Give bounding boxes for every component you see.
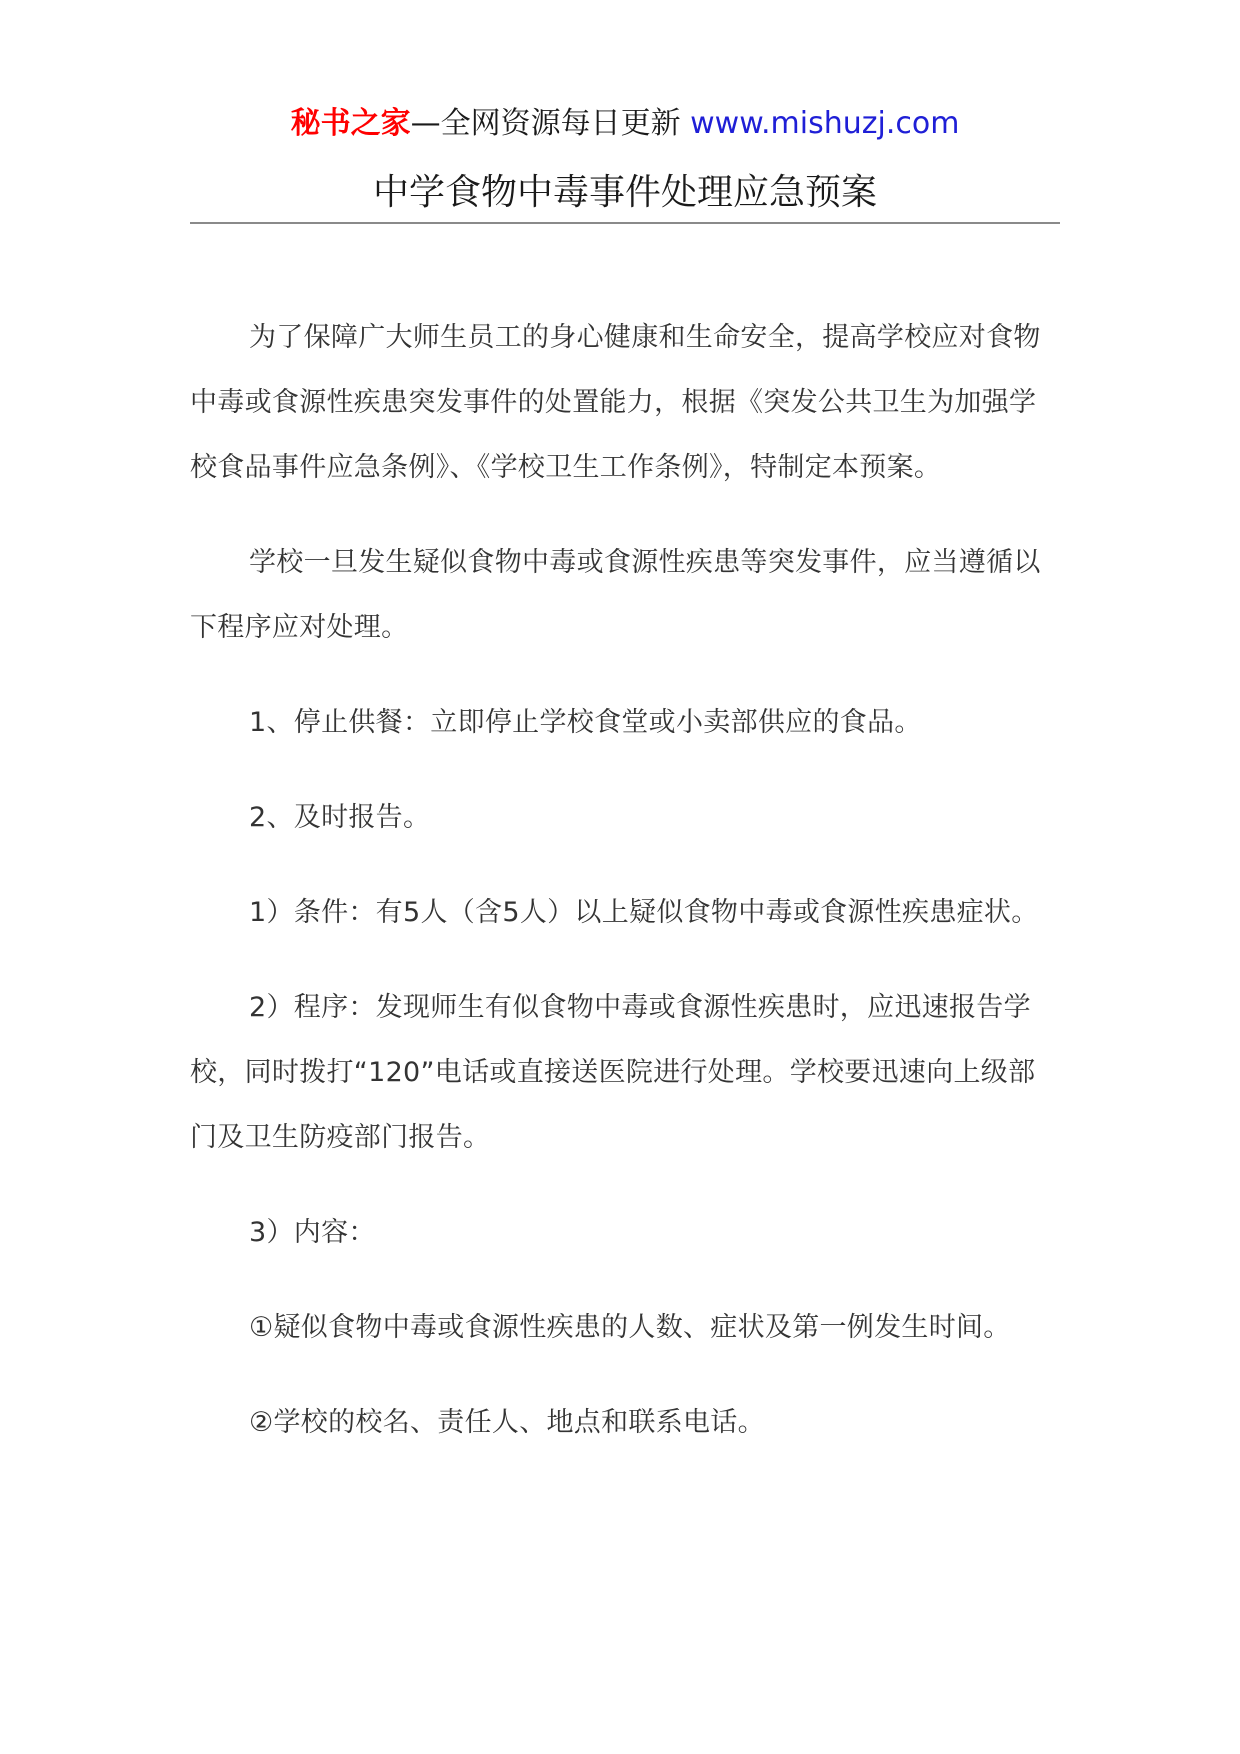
paragraph-stop-supply: 1、停止供餐：立即停止学校食堂或小卖部供应的食品。 [249, 707, 922, 738]
paragraph-intro: 为了保障广大师生员工的身心健康和生命安全，提高学校应对食物中毒或食源性疾患突发事件的处置能力，根据《突发公共卫生为加强学校食品事件应急条例》、《学校卫生工作条例》，特制定本预案。 [190, 322, 1041, 483]
paragraph-report: 2、及时报告。 [249, 802, 431, 833]
paragraph-content-heading: 3）内容： [249, 1217, 376, 1248]
paragraph-condition: 1）条件：有5人（含5人）以上疑似食物中毒或食源性疾患症状。 [249, 897, 1039, 928]
title-divider [190, 222, 1060, 224]
paragraph-content-item-2: ②学校的校名、责任人、地点和联系电话。 [249, 1407, 765, 1438]
brand-name: 秘书之家 [290, 106, 411, 141]
header-tagline: —全网资源每日更新 [410, 106, 681, 141]
document-body [190, 305, 1060, 1485]
document-title: 中学食物中毒事件处理应急预案 [372, 172, 877, 213]
site-url-link[interactable]: www.mishuzj.com [690, 106, 960, 141]
paragraph-procedure: 学校一旦发生疑似食物中毒或食源性疾患等突发事件，应当遵循以下程序应对处理。 [190, 547, 1041, 643]
site-header [190, 104, 1060, 144]
paragraph-content-item-1: ①疑似食物中毒或食源性疾患的人数、症状及第一例发生时间。 [249, 1312, 1011, 1343]
paragraph-report-procedure: 2）程序：发现师生有似食物中毒或食源性疾患时，应迅速报告学校，同时拨打“120”电话或直接送医院进行处理。学校要迅速向上级部门及卫生防疫部门报告。 [190, 992, 1036, 1153]
